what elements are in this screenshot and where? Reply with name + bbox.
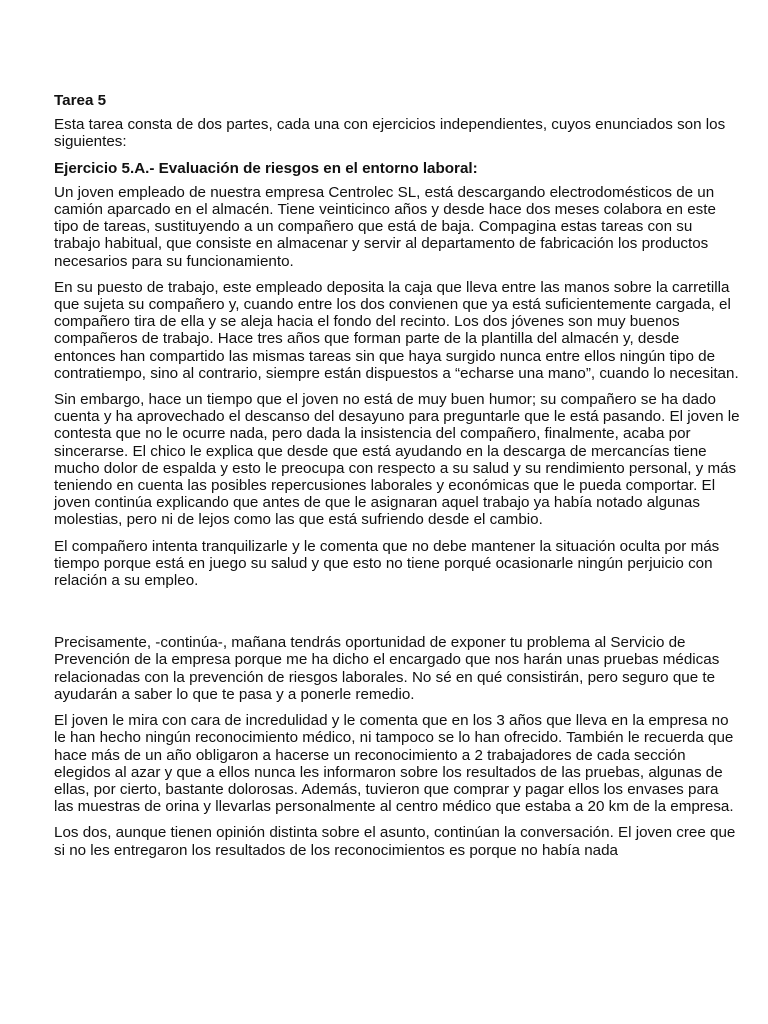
page-break-gap [54, 598, 740, 634]
task-title: Tarea 5 [54, 92, 107, 109]
paragraph-1: Un joven empleado de nuestra empresa Centrolec SL, está descargando electrodomésticos de un camión aparcado en el almacén. Tiene veinticinco años y desde hace dos meses colabora en este tipo de tareas, sustituyendo a un compañero que está de baja. Compagina estas tareas con su trabajo habitual, que consiste en almacenar y servir al departamento de fabricación los productos necesarios para su funcionamiento. [54, 183, 716, 270]
exercise-heading: Ejercicio 5.A.- Evaluación de riesgos en el entorno laboral: [54, 159, 478, 177]
paragraph-2: En su puesto de trabajo, este empleado deposita la caja que lleva entre las manos sobre la carretilla que sujeta su compañero y, cuando entre los dos convienen que ya está suficientemente cargada, el compañero tira de ella y se aleja hacia el fondo del recinto. Los dos jóvenes son muy buenos compañeros de trabajo. Hace tres años que forman parte de la plantilla del almacén y, desde entonces han compartido las mismas tareas sin que haya surgido nunca entre ellos ningún tipo de contratiempo, sino al contrario, siempre están dispuestos a “echarse una mano”, cuando lo necesitan. [54, 278, 739, 382]
document-page [54, 92, 740, 868]
paragraph-5: Precisamente, -continúa-, mañana tendrás oportunidad de exponer tu problema al Servicio de Prevención de la empresa porque me ha dicho el encargado que nos harán unas pruebas médicas relacionadas con la prevención de riesgos laborales. No sé en qué consistirán, pero seguro que te ayudarán a saber lo que te pasa y a ponerle remedio. [54, 634, 720, 703]
paragraph-6: El joven le mira con cara de incredulidad y le comenta que en los 3 años que lleva en la empresa no le han hecho ningún reconocimiento médico, ni tampoco se lo han ofrecido. También le recuerda que hace más de un año obligaron a hacerse un reconocimiento a 2 trabajadores de cada sección elegidos al azar y que a ellos nunca les informaron sobre los resultados de las pruebas, algunas de ellas, por cierto, bastante dolorosas. Además, tuvieron que comprar y pagar ellos los envases para las muestras de orina y llevarlas personalmente al centro médico que estaba a 20 km de la empresa. [54, 712, 734, 816]
paragraph-7: Los dos, aunque tienen opinión distinta sobre el asunto, continúan la conversación. El joven cree que si no les entregaron los resultados de los reconocimientos es porque no había nada [54, 824, 736, 859]
intro-paragraph: Esta tarea consta de dos partes, cada una con ejercicios independientes, cuyos enunciados son los siguientes: [54, 116, 726, 151]
paragraph-4: El compañero intenta tranquilizarle y le comenta que no debe mantener la situación oculta por más tiempo porque está en juego su salud y que esto no tiene porqué ocasionarle ningún perjuicio con relación a su empleo. [54, 537, 720, 590]
paragraph-3: Sin embargo, hace un tiempo que el joven no está de muy buen humor; su compañero se ha dado cuenta y ha aprovechado el descanso del desayuno para preguntarle que le está pasando. El joven le contesta que no le ocurre nada, pero dada la insistencia del compañero, finalmente, acaba por sincerarse. El chico le explica que desde que está ayudando en la descarga de mercancías tiene mucho dolor de espalda y esto le preocupa con respecto a su salud y su rendimiento personal, y más teniendo en cuenta las posibles repercusiones laborales y económicas que le pueda comportar. El joven continúa explicando que antes de que le asignaran aquel trabajo ya había notado algunas molestias, pero ni de lejos como las que está sufriendo desde el cambio. [54, 391, 740, 529]
